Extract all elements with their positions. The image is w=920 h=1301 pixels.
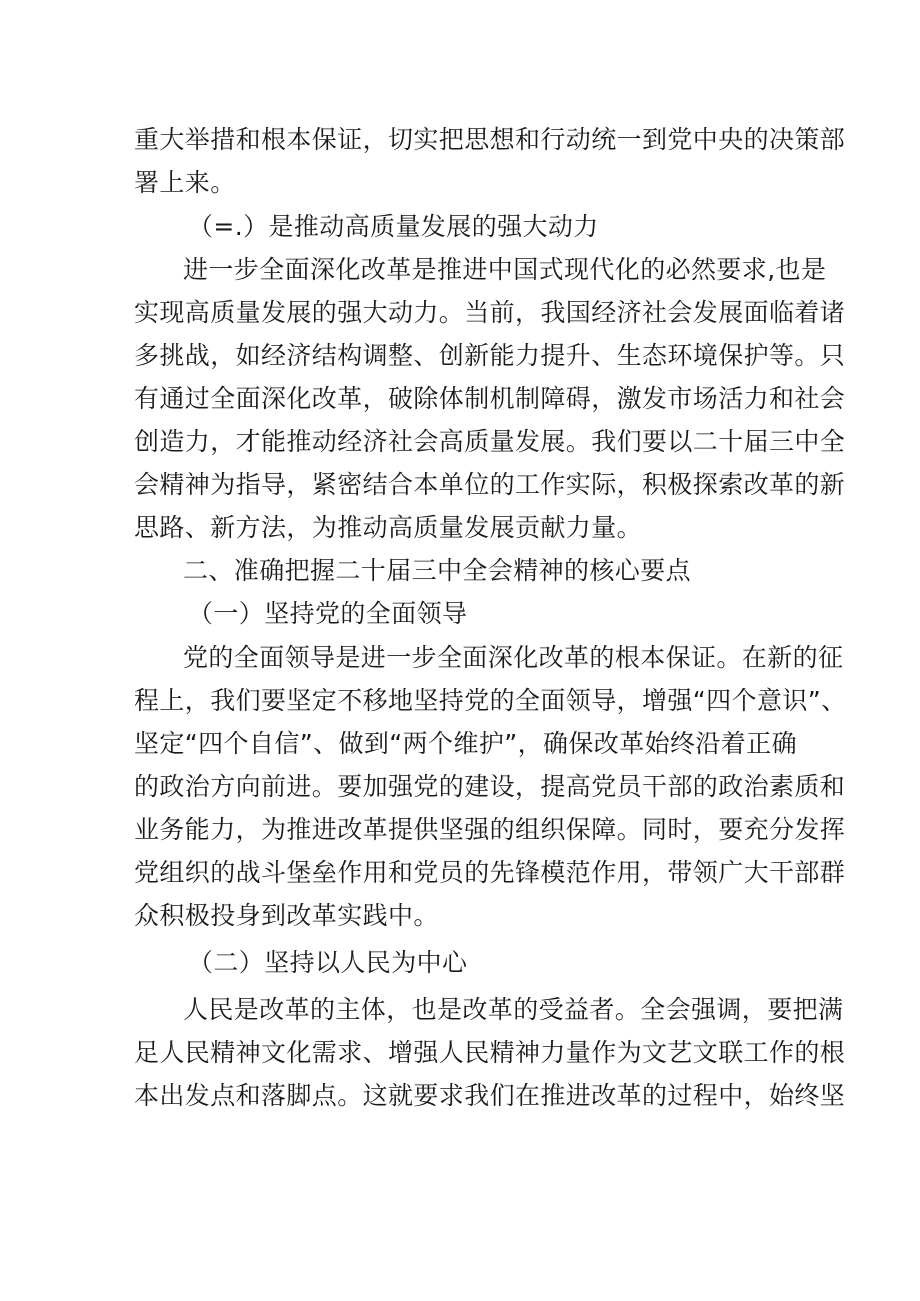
subsection-heading: （一）坚持党的全面领导 [188, 599, 468, 628]
body-text-line: 坚定“四个自信”、做到“两个维护”，确保改革始终沿着正确 [134, 729, 798, 758]
body-text-line: 思路、新方法，为推动高质量发展贡献力量。 [134, 513, 643, 542]
body-text-line: 创造力，才能推动经济社会高质量发展。我们要以二十届三中全 [134, 427, 846, 456]
section-heading: 二、准确把握二十届三中全会精神的核心要点 [183, 556, 692, 585]
body-text-line: 业务能力，为推进改革提供坚强的组织保障。同时，要充分发挥 [134, 815, 846, 844]
subsection-heading: （=.）是推动高质量发展的强大动力 [188, 212, 599, 241]
body-text-line: 的政治方向前进。要加强党的建设，提高党员干部的政治素质和 [134, 772, 846, 801]
body-text-line: 会精神为指导，紧密结合本单位的工作实际，积极探索改革的新 [134, 470, 846, 499]
body-text-line: 党组织的战斗堡垒作用和党员的先锋模范作用，带领广大干部群 [134, 858, 846, 887]
body-text-line: 有通过全面深化改革，破除体制机制障碍，激发市场活力和社会 [134, 384, 846, 413]
body-text-line: 实现高质量发展的强大动力。当前，我国经济社会发展面临着诸 [134, 298, 846, 327]
paragraph-first-line: 党的全面领导是进一步全面深化改革的根本保证。在新的征 [183, 643, 844, 672]
paragraph-first-line: 人民是改革的主体，也是改革的受益者。全会强调，要把满 [183, 995, 844, 1024]
body-text-line: 本出发点和落脚点。这就要求我们在推进改革的过程中，始终坚 [134, 1081, 846, 1110]
body-text-line: 众积极投身到改革实践中。 [134, 901, 439, 930]
body-text-line: 多挑战，如经济结构调整、创新能力提升、生态环境保护等。只 [134, 341, 846, 370]
body-text-line: 重大举措和根本保证，切实把思想和行动统一到党中央的决策部 [134, 125, 846, 154]
body-text-line: 程上，我们要坚定不移地坚持党的全面领导，增强“四个意识”、 [134, 686, 847, 715]
subsection-heading: （二）坚持以人民为中心 [188, 948, 468, 977]
body-text-line: 署上来。 [134, 168, 236, 197]
body-text-line: 足人民精神文化需求、增强人民精神力量作为文艺文联工作的根 [134, 1038, 846, 1067]
paragraph-first-line: 进一步全面深化改革是推进中国式现代化的必然要求,也是 [183, 255, 827, 284]
